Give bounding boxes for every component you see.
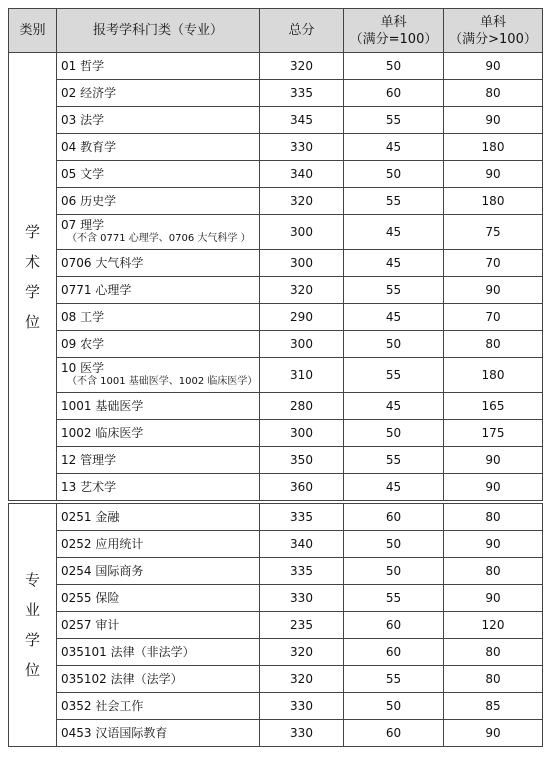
- single-100-cell: 60: [344, 80, 444, 107]
- single-100-cell: 55: [344, 447, 444, 474]
- single-100-cell: 45: [344, 304, 444, 331]
- subject-name: 035101 法律（非法学）: [61, 645, 195, 659]
- score-table: [8, 8, 543, 747]
- single-gt100-cell: 90: [444, 531, 543, 558]
- subject-cell: [57, 250, 260, 277]
- single-100-cell: 55: [344, 585, 444, 612]
- table-row: [9, 161, 543, 188]
- subject-name: 03 法学: [61, 113, 105, 127]
- subject-name: 0252 应用统计: [61, 537, 144, 551]
- subject-cell: [57, 358, 260, 393]
- total-score-cell: 350: [260, 447, 344, 474]
- header-single-100: [344, 9, 444, 53]
- subject-cell: [57, 558, 260, 585]
- subject-cell: [57, 277, 260, 304]
- subject-name: 08 工学: [61, 310, 105, 324]
- table-row: [9, 504, 543, 531]
- total-score-cell: 320: [260, 188, 344, 215]
- category-label: 学术学位: [24, 222, 40, 331]
- subject-note: （不含 1001 基础医学、1002 临床医学）: [67, 376, 258, 387]
- subject-name: 01 哲学: [61, 59, 105, 73]
- single-100-cell: 55: [344, 277, 444, 304]
- table-row: [9, 250, 543, 277]
- single-100-cell: 55: [344, 666, 444, 693]
- table-row: [9, 53, 543, 80]
- total-score-cell: 320: [260, 639, 344, 666]
- single-gt100-cell: 175: [444, 420, 543, 447]
- score-table-container: [8, 8, 543, 747]
- subject-cell: [57, 107, 260, 134]
- subject-cell: [57, 612, 260, 639]
- table-row: [9, 474, 543, 501]
- subject-cell: [57, 393, 260, 420]
- subject-name: 0352 社会工作: [61, 699, 144, 713]
- single-gt100-cell: 180: [444, 358, 543, 393]
- subject-cell: [57, 331, 260, 358]
- header-single-gt100: [444, 9, 543, 53]
- table-row: [9, 420, 543, 447]
- single-gt100-cell: 80: [444, 666, 543, 693]
- single-gt100-cell: 90: [444, 585, 543, 612]
- subject-name: 10 医学: [61, 361, 105, 375]
- total-score-cell: 300: [260, 215, 344, 250]
- header-single-gt100-line1: 单科: [479, 14, 506, 30]
- single-100-cell: 50: [344, 693, 444, 720]
- single-gt100-cell: 180: [444, 134, 543, 161]
- single-gt100-cell: 85: [444, 693, 543, 720]
- table-row: [9, 358, 543, 393]
- table-row: [9, 720, 543, 747]
- header-subject: 报考学科门类（专业）: [57, 9, 260, 53]
- single-gt100-cell: 70: [444, 304, 543, 331]
- header-total: 总分: [260, 9, 344, 53]
- single-gt100-cell: 80: [444, 331, 543, 358]
- total-score-cell: 345: [260, 107, 344, 134]
- single-gt100-cell: 90: [444, 277, 543, 304]
- total-score-cell: 335: [260, 504, 344, 531]
- single-gt100-cell: 80: [444, 80, 543, 107]
- single-gt100-cell: 90: [444, 53, 543, 80]
- total-score-cell: 300: [260, 420, 344, 447]
- single-100-cell: 50: [344, 531, 444, 558]
- table-row: [9, 585, 543, 612]
- single-100-cell: 45: [344, 393, 444, 420]
- subject-cell: [57, 693, 260, 720]
- subject-name: 0254 国际商务: [61, 564, 144, 578]
- total-score-cell: 320: [260, 666, 344, 693]
- subject-cell: [57, 585, 260, 612]
- category-cell: [9, 53, 57, 501]
- subject-cell: [57, 80, 260, 107]
- subject-cell: [57, 420, 260, 447]
- header-category: 类别: [9, 9, 57, 53]
- single-gt100-cell: 75: [444, 215, 543, 250]
- subject-cell: [57, 304, 260, 331]
- subject-cell: [57, 188, 260, 215]
- single-gt100-cell: 90: [444, 720, 543, 747]
- table-row: [9, 188, 543, 215]
- subject-name: 035102 法律（法学）: [61, 672, 183, 686]
- subject-name: 0706 大气科学: [61, 256, 144, 270]
- single-100-cell: 60: [344, 612, 444, 639]
- subject-cell: [57, 531, 260, 558]
- single-gt100-cell: 90: [444, 447, 543, 474]
- header-row: [9, 9, 543, 53]
- single-100-cell: 55: [344, 358, 444, 393]
- single-100-cell: 60: [344, 504, 444, 531]
- total-score-cell: 335: [260, 558, 344, 585]
- subject-name: 02 经济学: [61, 86, 117, 100]
- subject-cell: [57, 215, 260, 250]
- subject-name: 0453 汉语国际教育: [61, 726, 168, 740]
- total-score-cell: 310: [260, 358, 344, 393]
- single-100-cell: 50: [344, 420, 444, 447]
- single-gt100-cell: 90: [444, 474, 543, 501]
- total-score-cell: 300: [260, 331, 344, 358]
- single-gt100-cell: 90: [444, 107, 543, 134]
- total-score-cell: 340: [260, 531, 344, 558]
- single-100-cell: 50: [344, 331, 444, 358]
- subject-cell: [57, 504, 260, 531]
- table-row: [9, 558, 543, 585]
- subject-cell: [57, 720, 260, 747]
- single-100-cell: 45: [344, 134, 444, 161]
- subject-note: （不含 0771 心理学、0706 大气科学 ）: [67, 233, 251, 244]
- total-score-cell: 330: [260, 585, 344, 612]
- subject-name: 1002 临床医学: [61, 426, 144, 440]
- subject-name: 12 管理学: [61, 453, 117, 467]
- subject-cell: [57, 474, 260, 501]
- single-100-cell: 50: [344, 161, 444, 188]
- total-score-cell: 320: [260, 277, 344, 304]
- total-score-cell: 340: [260, 161, 344, 188]
- subject-cell: [57, 161, 260, 188]
- subject-name: 0257 审计: [61, 618, 120, 632]
- total-score-cell: 330: [260, 693, 344, 720]
- total-score-cell: 290: [260, 304, 344, 331]
- table-row: [9, 393, 543, 420]
- subject-name: 0771 心理学: [61, 283, 132, 297]
- total-score-cell: 360: [260, 474, 344, 501]
- total-score-cell: 330: [260, 720, 344, 747]
- category-label: 专业学位: [24, 571, 40, 679]
- total-score-cell: 235: [260, 612, 344, 639]
- single-gt100-cell: 180: [444, 188, 543, 215]
- single-gt100-cell: 165: [444, 393, 543, 420]
- subject-name: 0255 保险: [61, 591, 120, 605]
- subject-name: 05 文学: [61, 167, 105, 181]
- single-100-cell: 50: [344, 53, 444, 80]
- single-100-cell: 60: [344, 720, 444, 747]
- header-single-100-line1: 单科: [380, 14, 407, 30]
- table-row: [9, 531, 543, 558]
- single-gt100-cell: 70: [444, 250, 543, 277]
- table-row: [9, 666, 543, 693]
- table-row: [9, 277, 543, 304]
- single-gt100-cell: 80: [444, 504, 543, 531]
- subject-name: 09 农学: [61, 337, 105, 351]
- total-score-cell: 330: [260, 134, 344, 161]
- table-row: [9, 612, 543, 639]
- single-100-cell: 55: [344, 188, 444, 215]
- table-row: [9, 331, 543, 358]
- subject-cell: [57, 447, 260, 474]
- subject-cell: [57, 53, 260, 80]
- subject-name: 13 艺术学: [61, 480, 117, 494]
- total-score-cell: 335: [260, 80, 344, 107]
- single-100-cell: 45: [344, 250, 444, 277]
- subject-name: 0251 金融: [61, 510, 120, 524]
- total-score-cell: 280: [260, 393, 344, 420]
- subject-name: 04 教育学: [61, 140, 117, 154]
- subject-name: 1001 基础医学: [61, 399, 144, 413]
- subject-cell: [57, 666, 260, 693]
- header-single-100-line2: （满分=100）: [349, 31, 438, 47]
- single-100-cell: 55: [344, 107, 444, 134]
- subject-name: 06 历史学: [61, 194, 117, 208]
- table-row: [9, 215, 543, 250]
- table-row: [9, 134, 543, 161]
- table-body: [9, 53, 543, 747]
- total-score-cell: 300: [260, 250, 344, 277]
- table-row: [9, 447, 543, 474]
- category-cell: [9, 504, 57, 747]
- single-gt100-cell: 90: [444, 161, 543, 188]
- table-row: [9, 693, 543, 720]
- single-100-cell: 45: [344, 474, 444, 501]
- single-gt100-cell: 80: [444, 558, 543, 585]
- header-single-gt100-line2: （满分>100）: [449, 31, 537, 47]
- table-row: [9, 639, 543, 666]
- single-100-cell: 60: [344, 639, 444, 666]
- single-100-cell: 50: [344, 558, 444, 585]
- single-gt100-cell: 120: [444, 612, 543, 639]
- subject-cell: [57, 639, 260, 666]
- single-100-cell: 45: [344, 215, 444, 250]
- table-row: [9, 107, 543, 134]
- total-score-cell: 320: [260, 53, 344, 80]
- subject-name: 07 理学: [61, 218, 105, 232]
- single-gt100-cell: 80: [444, 639, 543, 666]
- subject-cell: [57, 134, 260, 161]
- table-row: [9, 304, 543, 331]
- table-row: [9, 80, 543, 107]
